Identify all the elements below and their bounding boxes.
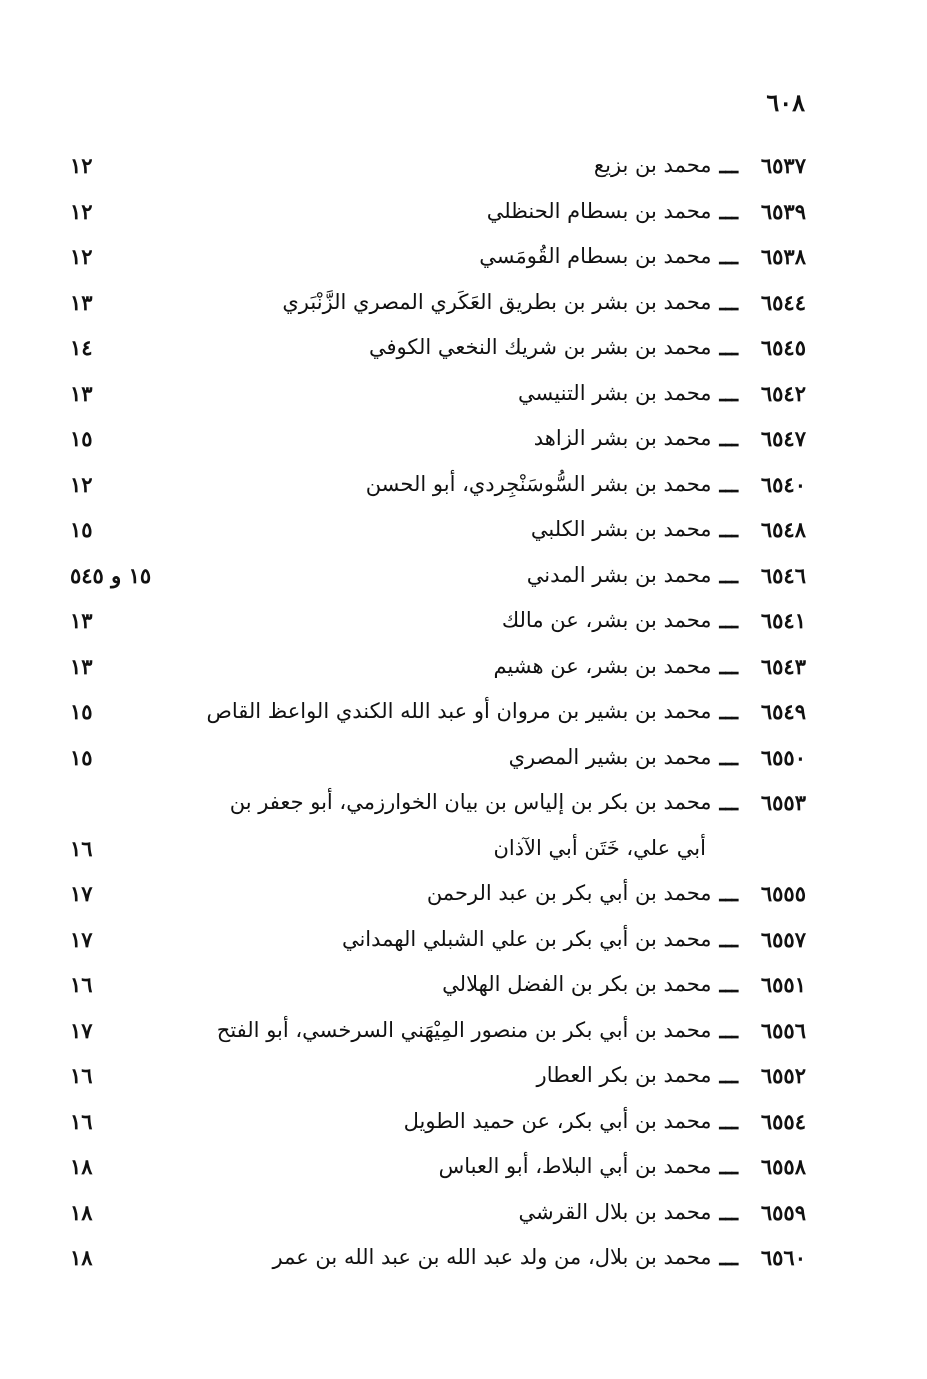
entry-volume: ١٧: [70, 1017, 93, 1043]
index-entry-line: [70, 1235, 806, 1280]
entry-dash: ـــ: [719, 1154, 738, 1180]
entry-volume: ١٦: [70, 1063, 93, 1088]
entry-volume: ١٣: [70, 653, 93, 679]
entry-dash: ـــ: [719, 426, 738, 452]
entry-dash: ـــ: [719, 1108, 738, 1134]
entry-dash: ـــ: [719, 562, 738, 588]
entry-number: ٦٥٥٣: [760, 790, 806, 816]
index-entry-main: [70, 962, 806, 1007]
page-number: ٦٠٨: [766, 88, 805, 117]
entry-volume: ١٨: [70, 1199, 93, 1225]
index-entry-line: [70, 507, 806, 552]
entry-volume: ١٦: [70, 1108, 93, 1134]
entry-name: محمد بن بكر بن إلياس بن بيان الخوارزمي، أبو جعفر بن: [229, 790, 712, 815]
entry-number: ٦٥٥٤: [760, 1108, 806, 1134]
index-entry: [70, 462, 806, 508]
index-entry-main: [70, 234, 806, 279]
entry-number: ٦٥٤٨: [760, 517, 806, 543]
entry-dash: ـــ: [719, 790, 738, 816]
index-entry: [70, 553, 806, 599]
index-entry-main: [70, 780, 806, 871]
entry-volume: ١٥: [70, 426, 93, 451]
entry-volume: ١٨: [70, 1245, 93, 1270]
entry-number: ٦٥٥٢: [760, 1063, 806, 1089]
entry-number: ٦٥٤٩: [760, 699, 806, 725]
index-entry-line: [70, 598, 806, 643]
entry-number: ٦٥٥٩: [760, 1199, 806, 1225]
entry-number: ٦٥٤٢: [760, 380, 806, 406]
index-entry-main: [70, 507, 806, 552]
entry-name: محمد بن بشر، عن مالك: [501, 608, 712, 633]
entry-number: ٦٥٣٧: [760, 153, 806, 179]
index-entry-main: [70, 735, 806, 780]
index-entry-line: [70, 553, 806, 598]
entry-name: محمد بن بشر المدني: [526, 562, 712, 587]
entry-volume: ١٨: [70, 1154, 93, 1179]
entry-number: ٦٥٥٦: [760, 1017, 806, 1043]
entry-number: ٦٥٣٨: [760, 244, 806, 270]
entry-name: محمد بن أبي بكر، عن حميد الطويل: [403, 1108, 712, 1133]
index-entry: [70, 917, 806, 963]
entry-name-continuation: أبي علي، خَتَن أبي الآذان: [493, 835, 706, 860]
entry-volume: ١٤: [70, 335, 93, 360]
entry-name: محمد بن بشر التنيسي: [518, 380, 712, 405]
index-entry-line: [70, 871, 806, 916]
entry-dash: ـــ: [719, 699, 738, 725]
entry-dash: ـــ: [719, 881, 738, 907]
entry-dash: ـــ: [719, 1063, 738, 1089]
entry-number: ٦٥٤٥: [760, 335, 806, 361]
entry-number: ٦٥٥٥: [760, 881, 806, 907]
index-entry: [70, 598, 806, 644]
index-entry-main: [70, 1099, 806, 1144]
index-entry-line: [70, 735, 806, 780]
index-entry: [70, 962, 806, 1008]
entry-name: محمد بن بشر بن بطريق العَكَري المصري الزَّنْبَري: [282, 289, 712, 314]
entry-number: ٦٥٣٩: [760, 198, 806, 224]
entry-name: محمد بن بكر بن الفضل الهلالي: [442, 972, 712, 997]
entry-name: محمد بن أبي بكر بن منصور المِيْهَني السرخسي، أبو الفتح: [216, 1017, 712, 1042]
entry-name: محمد بن أبي بكر بن عبد الرحمن: [426, 881, 712, 906]
index-entry-line: [70, 234, 806, 279]
entry-dash: ـــ: [719, 380, 738, 406]
index-entry: [70, 780, 806, 871]
index-entry: [70, 1235, 806, 1281]
entry-dash: ـــ: [719, 153, 738, 179]
entry-name: محمد بن بشر بن شريك النخعي الكوفي: [368, 335, 712, 360]
entry-name: محمد بن بكر العطار: [536, 1063, 712, 1088]
index-entry: [70, 1053, 806, 1099]
index-entry-line: [70, 1053, 806, 1098]
index-entry: [70, 1190, 806, 1236]
index-entry-line: [70, 1099, 806, 1144]
index-entry: [70, 234, 806, 280]
entry-number: ٦٥٥٠: [760, 744, 806, 770]
index-entry: [70, 735, 806, 781]
entry-name: محمد بن بسطام الحنظلي: [486, 198, 712, 223]
index-entry: [70, 871, 806, 917]
index-entry: [70, 189, 806, 235]
entry-name: محمد بن بشر الزاهد: [533, 426, 712, 451]
entry-volume: ١٥: [70, 744, 93, 770]
index-entry-line: [70, 1008, 806, 1053]
entry-dash: ـــ: [719, 471, 738, 497]
index-entry-line: [70, 371, 806, 416]
index-entry-main: [70, 189, 806, 234]
index-entry-line: [70, 917, 806, 962]
entry-volume: ١٢: [70, 153, 93, 178]
entry-name: محمد بن بشر السُّوسَنْجِردي، أبو الحسن: [365, 471, 712, 496]
entry-number: ٦٥٥٧: [760, 926, 806, 952]
entry-number: ٦٥٤٧: [760, 426, 806, 452]
index-entry: [70, 371, 806, 417]
entry-name: محمد بن بشر الكلبي: [530, 517, 712, 542]
index-entry-main: [70, 143, 806, 188]
entry-number: ٦٥٤٦: [760, 562, 806, 588]
entry-dash: ـــ: [719, 1017, 738, 1043]
index-entry-line: [70, 462, 806, 507]
index-entry-main: [70, 371, 806, 416]
entry-number: ٦٥٤١: [760, 608, 806, 634]
entry-volume: ١٦: [70, 972, 93, 997]
entry-dash: ـــ: [719, 517, 738, 543]
entry-volume: ١٧: [70, 881, 93, 906]
entry-volume: ١٦: [70, 835, 93, 861]
index-entry: [70, 143, 806, 189]
entry-dash: ـــ: [719, 653, 738, 679]
entry-name: محمد بن بشير بن مروان أو عبد الله الكندي الواعظ القاص: [206, 699, 712, 724]
index-entry-line: [70, 689, 806, 734]
index-entry-main: [70, 871, 806, 916]
index-entry-line: [70, 143, 806, 188]
entry-volume: ١٣: [70, 289, 93, 315]
entry-dash: ـــ: [719, 1199, 738, 1225]
entry-dash: ـــ: [719, 744, 738, 770]
entry-number: ٦٥٤٣: [760, 653, 806, 679]
index-entry-line: [70, 280, 806, 325]
entry-number: ٦٥٤٠: [760, 471, 806, 497]
entry-name: محمد بن بزيع: [593, 153, 712, 178]
index-entry: [70, 280, 806, 326]
index-entry-main: [70, 1235, 806, 1280]
entry-volume: ١٥: [70, 699, 93, 724]
entry-name: محمد بن بشير المصري: [508, 744, 712, 769]
entry-volume: ١٣: [70, 380, 93, 406]
entry-dash: ـــ: [719, 608, 738, 634]
index-list: [70, 143, 806, 1281]
entry-name: محمد بن بلال القرشي: [518, 1199, 712, 1224]
index-entry-main: [70, 280, 806, 325]
index-entry-main: [70, 1008, 806, 1053]
index-entry-main: [70, 553, 806, 598]
index-entry-main: [70, 416, 806, 461]
index-entry-line: [70, 189, 806, 234]
entry-volume: ١٢: [70, 198, 93, 224]
entry-volume: ١٢: [70, 244, 93, 269]
entry-dash: ـــ: [719, 1245, 738, 1271]
index-entry-main: [70, 689, 806, 734]
entry-number: ٦٥٥٨: [760, 1154, 806, 1180]
index-entry-main: [70, 325, 806, 370]
entry-number: ٦٥٤٤: [760, 289, 806, 315]
index-entry-main: [70, 644, 806, 689]
entry-dash: ـــ: [719, 972, 738, 998]
index-entry: [70, 1008, 806, 1054]
index-entry: [70, 1099, 806, 1145]
index-entry: [70, 507, 806, 553]
index-entry: [70, 689, 806, 735]
entry-volume: ١٧: [70, 926, 93, 952]
index-entry: [70, 1144, 806, 1190]
entry-dash: ـــ: [719, 926, 738, 952]
index-entry-line: [70, 1190, 806, 1235]
index-entry-main: [70, 1053, 806, 1098]
index-entry-line: [70, 416, 806, 461]
entry-dash: ـــ: [719, 289, 738, 315]
index-entry: [70, 416, 806, 462]
index-entry-main: [70, 598, 806, 643]
entry-name: محمد بن بشر، عن هشيم: [493, 653, 712, 678]
entry-volume: ١٥: [70, 517, 93, 542]
entry-name: محمد بن بلال، من ولد عبد الله بن عبد الله بن عمر: [272, 1245, 712, 1270]
entry-volume: ١٥ و ٥٤٥: [70, 562, 152, 588]
index-entry-line: [70, 644, 806, 689]
entry-name: محمد بن بسطام القُومَسي: [479, 244, 712, 269]
entry-number: ٦٥٦٠: [760, 1245, 806, 1271]
index-entry-main: [70, 462, 806, 507]
entry-dash: ـــ: [719, 198, 738, 224]
index-entry-line: [70, 962, 806, 1007]
entry-number: ٦٥٥١: [760, 972, 806, 998]
entry-name: محمد بن أبي بكر بن علي الشبلي الهمداني: [341, 926, 712, 951]
index-entry: [70, 325, 806, 371]
index-entry-line: [70, 1144, 806, 1189]
entry-volume: ١٢: [70, 471, 93, 497]
index-entry: [70, 644, 806, 690]
entry-dash: ـــ: [719, 335, 738, 361]
index-entry-line: [70, 780, 806, 825]
index-entry-main: [70, 917, 806, 962]
entry-name: محمد بن أبي البلاط، أبو العباس: [438, 1154, 712, 1179]
index-entry-main: [70, 1144, 806, 1189]
index-entry-main: [70, 1190, 806, 1235]
index-entry-line: [70, 325, 806, 370]
entry-dash: ـــ: [719, 244, 738, 270]
entry-volume: ١٣: [70, 608, 93, 633]
